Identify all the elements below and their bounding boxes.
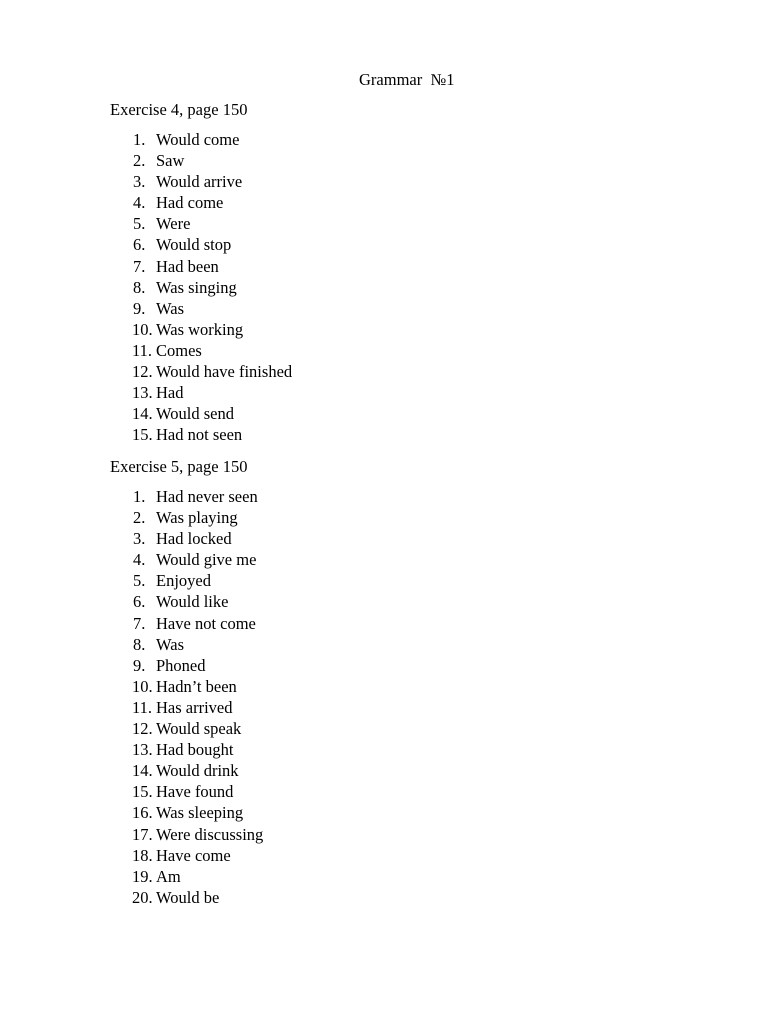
list-item-number: 14. [132, 761, 153, 781]
list-item-number: 2. [133, 508, 146, 528]
list-item [110, 298, 292, 319]
list-item-text: Would be [156, 887, 220, 907]
list-item-number: 1. [133, 130, 146, 149]
list-item [110, 549, 263, 570]
exercise-section [110, 99, 292, 445]
list-item-number: 6. [133, 592, 146, 612]
list-item-number: 5. [133, 571, 146, 591]
list-item [110, 403, 292, 424]
answer-list [110, 486, 263, 908]
list-item [110, 760, 263, 781]
list-item-number: 7. [133, 256, 146, 276]
list-item-text: Had come [156, 193, 224, 213]
list-item [110, 655, 263, 676]
list-item-text: Was sleeping [156, 803, 244, 823]
list-item [110, 887, 263, 908]
list-item [110, 739, 263, 760]
section-heading: Exercise 5, page 150 [110, 457, 248, 476]
list-item-number: 18. [132, 845, 153, 865]
list-item-number: 10. [132, 319, 153, 339]
list-item [110, 528, 263, 549]
list-item-text: Hadn’t been [156, 676, 237, 696]
list-item [110, 845, 263, 866]
list-item-number: 15. [132, 782, 153, 802]
list-item [110, 277, 292, 298]
list-item [110, 486, 263, 507]
list-item-number: 12. [132, 719, 153, 739]
exercise-section [110, 456, 263, 908]
list-item-number: 4. [133, 193, 146, 213]
list-item-number: 9. [133, 298, 146, 318]
list-item-text: Has arrived [156, 697, 233, 717]
list-item-text: Had [156, 383, 184, 403]
list-item-text: Had been [156, 256, 219, 276]
list-item-number: 16. [132, 803, 153, 823]
list-item-number: 11. [132, 340, 153, 360]
list-item-text: Had never seen [156, 487, 258, 506]
list-item [110, 192, 292, 213]
list-item-text: Would stop [156, 235, 232, 255]
list-item-text: Have found [156, 782, 234, 802]
list-item-number: 11. [132, 697, 153, 717]
list-item [110, 213, 292, 234]
list-item-text: Had bought [156, 740, 234, 760]
list-item-number: 3. [133, 172, 146, 192]
list-item [110, 570, 263, 591]
list-item-text: Had not seen [156, 425, 243, 445]
list-item-number: 14. [132, 404, 153, 424]
list-item [110, 591, 263, 612]
list-item-text: Have not come [156, 613, 256, 633]
list-item-number: 13. [132, 383, 153, 403]
list-item-number: 10. [132, 676, 153, 696]
list-item-text: Would arrive [156, 172, 243, 192]
list-item [110, 319, 292, 340]
list-item-text: Would give me [156, 550, 257, 570]
list-item-text: Phoned [156, 655, 206, 675]
list-item [110, 256, 292, 277]
list-item-number: 5. [133, 214, 146, 234]
list-item [110, 507, 263, 528]
list-item-text: Would drink [156, 761, 239, 781]
list-item [110, 424, 292, 445]
list-item-number: 15. [132, 425, 153, 445]
page-title: Grammar №1 [359, 70, 455, 89]
list-item-text: Was [156, 298, 184, 318]
list-item-text: Would have finished [156, 362, 293, 382]
list-item [110, 802, 263, 823]
list-item [110, 718, 263, 739]
list-item [110, 676, 263, 697]
list-item [110, 697, 263, 718]
list-item [110, 866, 263, 887]
list-item-text: Saw [156, 151, 185, 171]
list-item [110, 634, 263, 655]
list-item-number: 6. [133, 235, 146, 255]
list-item [110, 129, 292, 150]
list-item-number: 8. [133, 634, 146, 654]
list-item-text: Would like [156, 592, 229, 612]
list-item-text: Would send [156, 404, 234, 424]
list-item-text: Had locked [156, 529, 232, 549]
answer-list [110, 129, 292, 445]
list-item-text: Comes [156, 340, 202, 360]
list-item-number: 13. [132, 740, 153, 760]
list-item-text: Would speak [156, 719, 242, 739]
list-item-text: Were discussing [156, 824, 264, 844]
list-item-text: Were [156, 214, 191, 234]
list-item-text: Enjoyed [156, 571, 211, 591]
list-item-number: 20. [132, 887, 153, 907]
list-item-number: 12. [132, 362, 153, 382]
list-item [110, 234, 292, 255]
list-item [110, 781, 263, 802]
list-item-number: 4. [133, 550, 146, 570]
list-item-number: 8. [133, 277, 146, 297]
list-item-text: Have come [156, 845, 231, 865]
list-item-number: 2. [133, 151, 146, 171]
list-item [110, 340, 292, 361]
list-item-number: 1. [133, 487, 146, 506]
list-item-text: Was playing [156, 508, 238, 528]
list-item [110, 150, 292, 171]
list-item-text: Was working [156, 319, 244, 339]
list-item [110, 824, 263, 845]
list-item-number: 9. [133, 655, 146, 675]
list-item-number: 17. [132, 824, 153, 844]
list-item-text: Was singing [156, 277, 237, 297]
list-item-text: Was [156, 634, 184, 654]
list-item-text: Would come [156, 130, 240, 149]
list-item [110, 361, 292, 382]
list-item-number: 3. [133, 529, 146, 549]
section-heading: Exercise 4, page 150 [110, 100, 248, 119]
list-item-text: Am [156, 866, 181, 886]
list-item [110, 613, 263, 634]
list-item [110, 171, 292, 192]
list-item [110, 382, 292, 403]
list-item-number: 7. [133, 613, 146, 633]
list-item-number: 19. [132, 866, 153, 886]
